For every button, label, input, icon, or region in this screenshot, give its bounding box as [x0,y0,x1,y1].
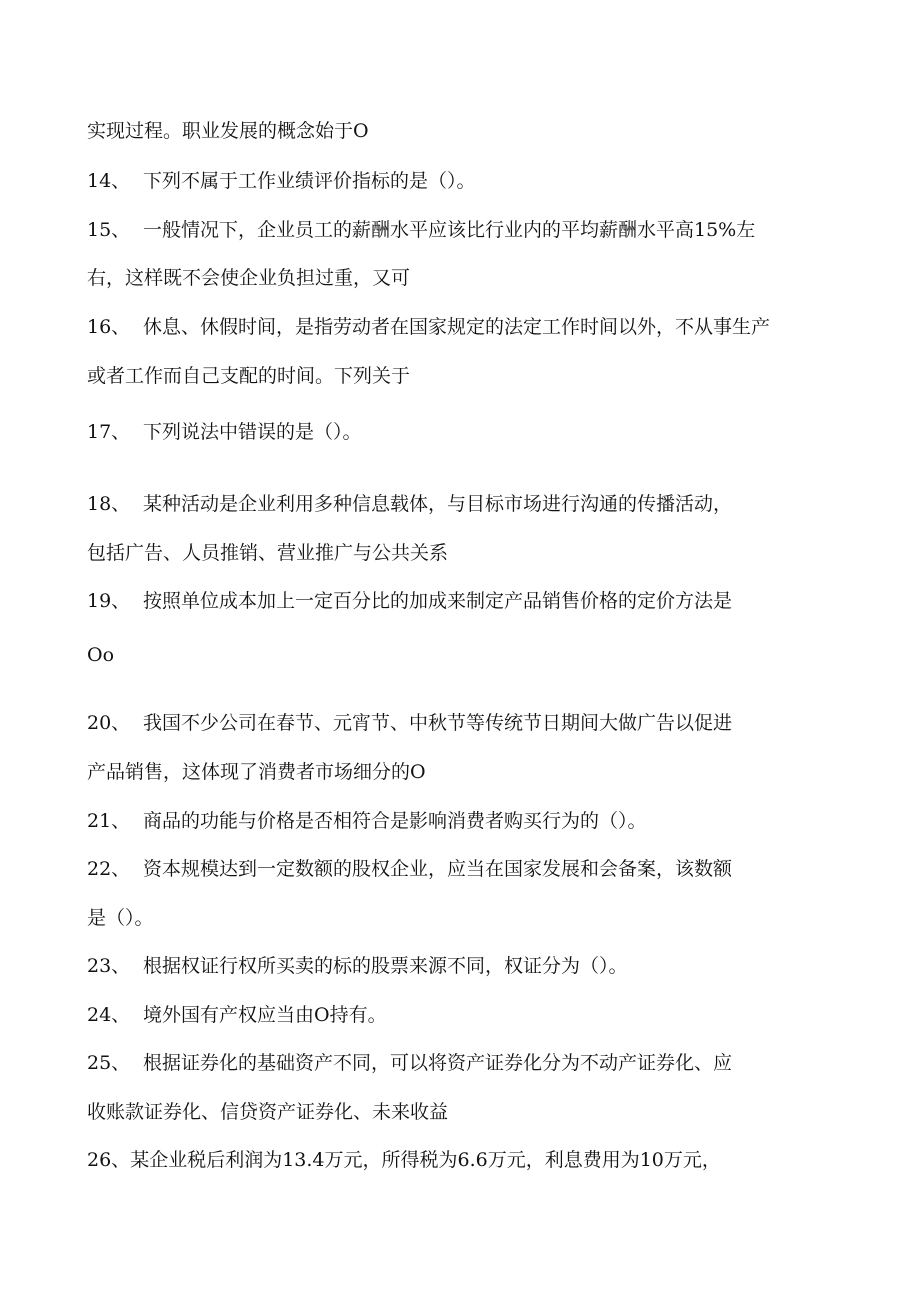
question-text: 境外国有产权应当由O持有。 [143,1004,387,1026]
question-number: 15、 [87,219,131,241]
question-text: 某企业税后利润为13.4万元，所得税为6.6万元，利息费用为10万元， [130,1149,721,1171]
text-line [87,1103,448,1122]
line-text: 收账款证券化、信贷资产证券化、未来收益 [87,1101,449,1123]
question-text: 商品的功能与价格是否相符合是影响消费者购买行为的（）。 [143,810,647,832]
question-17 [87,423,362,442]
text-line [87,646,114,665]
text-line [87,122,369,141]
text-line [87,269,410,288]
question-15 [87,221,755,240]
question-number: 21、 [87,810,131,832]
question-25 [87,1054,732,1073]
line-text: 产品销售，这体现了消费者市场细分的O [87,761,426,783]
line-text: Oo [87,644,115,666]
question-number: 23、 [87,955,131,977]
question-number: 18、 [87,493,131,515]
question-14 [87,172,476,191]
line-text: 包括广告、人员推销、营业推广与公共关系 [87,542,449,564]
question-18 [87,495,732,514]
question-21 [87,812,647,831]
question-text: 下列不属于工作业绩评价指标的是（）。 [143,170,476,192]
question-text: 我国不少公司在春节、元宵节、中秋节等传统节日期间大做广告以促进 [143,712,733,734]
question-24 [87,1006,387,1025]
question-text: 下列说法中错误的是（）。 [143,421,362,443]
text-line [87,367,410,386]
question-number: 20、 [87,712,131,734]
question-number: 26、 [87,1149,131,1171]
question-number: 16、 [87,316,131,338]
question-number: 19、 [87,590,131,612]
question-number: 24、 [87,1004,131,1026]
question-number: 22、 [87,858,131,880]
question-text: 休息、休假时间，是指劳动者在国家规定的法定工作时间以外，不从事生产 [143,316,771,338]
text-line [87,763,426,782]
question-number: 17、 [87,421,131,443]
question-20 [87,714,732,733]
question-text: 根据权证行权所买卖的标的股票来源不同，权证分为（）。 [143,955,628,977]
line-text: 或者工作而自己支配的时间。下列关于 [87,365,411,387]
question-23 [87,957,628,976]
line-text: 是（）。 [87,907,154,929]
text-line [87,909,154,928]
line-text: 实现过程。职业发展的概念始于O [87,120,369,142]
question-number: 14、 [87,170,131,192]
question-19 [87,592,732,611]
question-number: 25、 [87,1052,131,1074]
question-22 [87,860,732,879]
question-text: 某种活动是企业利用多种信息载体，与目标市场进行沟通的传播活动， [143,493,733,515]
question-text: 根据证券化的基础资产不同，可以将资产证券化分为不动产证券化、应 [143,1052,733,1074]
question-16 [87,318,770,337]
question-text: 一般情况下，企业员工的薪酬水平应该比行业内的平均薪酬水平高15%左 [143,219,756,241]
text-line [87,544,448,563]
question-text: 资本规模达到一定数额的股权企业，应当在国家发展和会备案，该数额 [143,858,733,880]
question-26 [87,1151,721,1170]
question-text: 按照单位成本加上一定百分比的加成来制定产品销售价格的定价方法是 [143,590,733,612]
line-text: 右，这样既不会使企业负担过重，又可 [87,267,411,289]
